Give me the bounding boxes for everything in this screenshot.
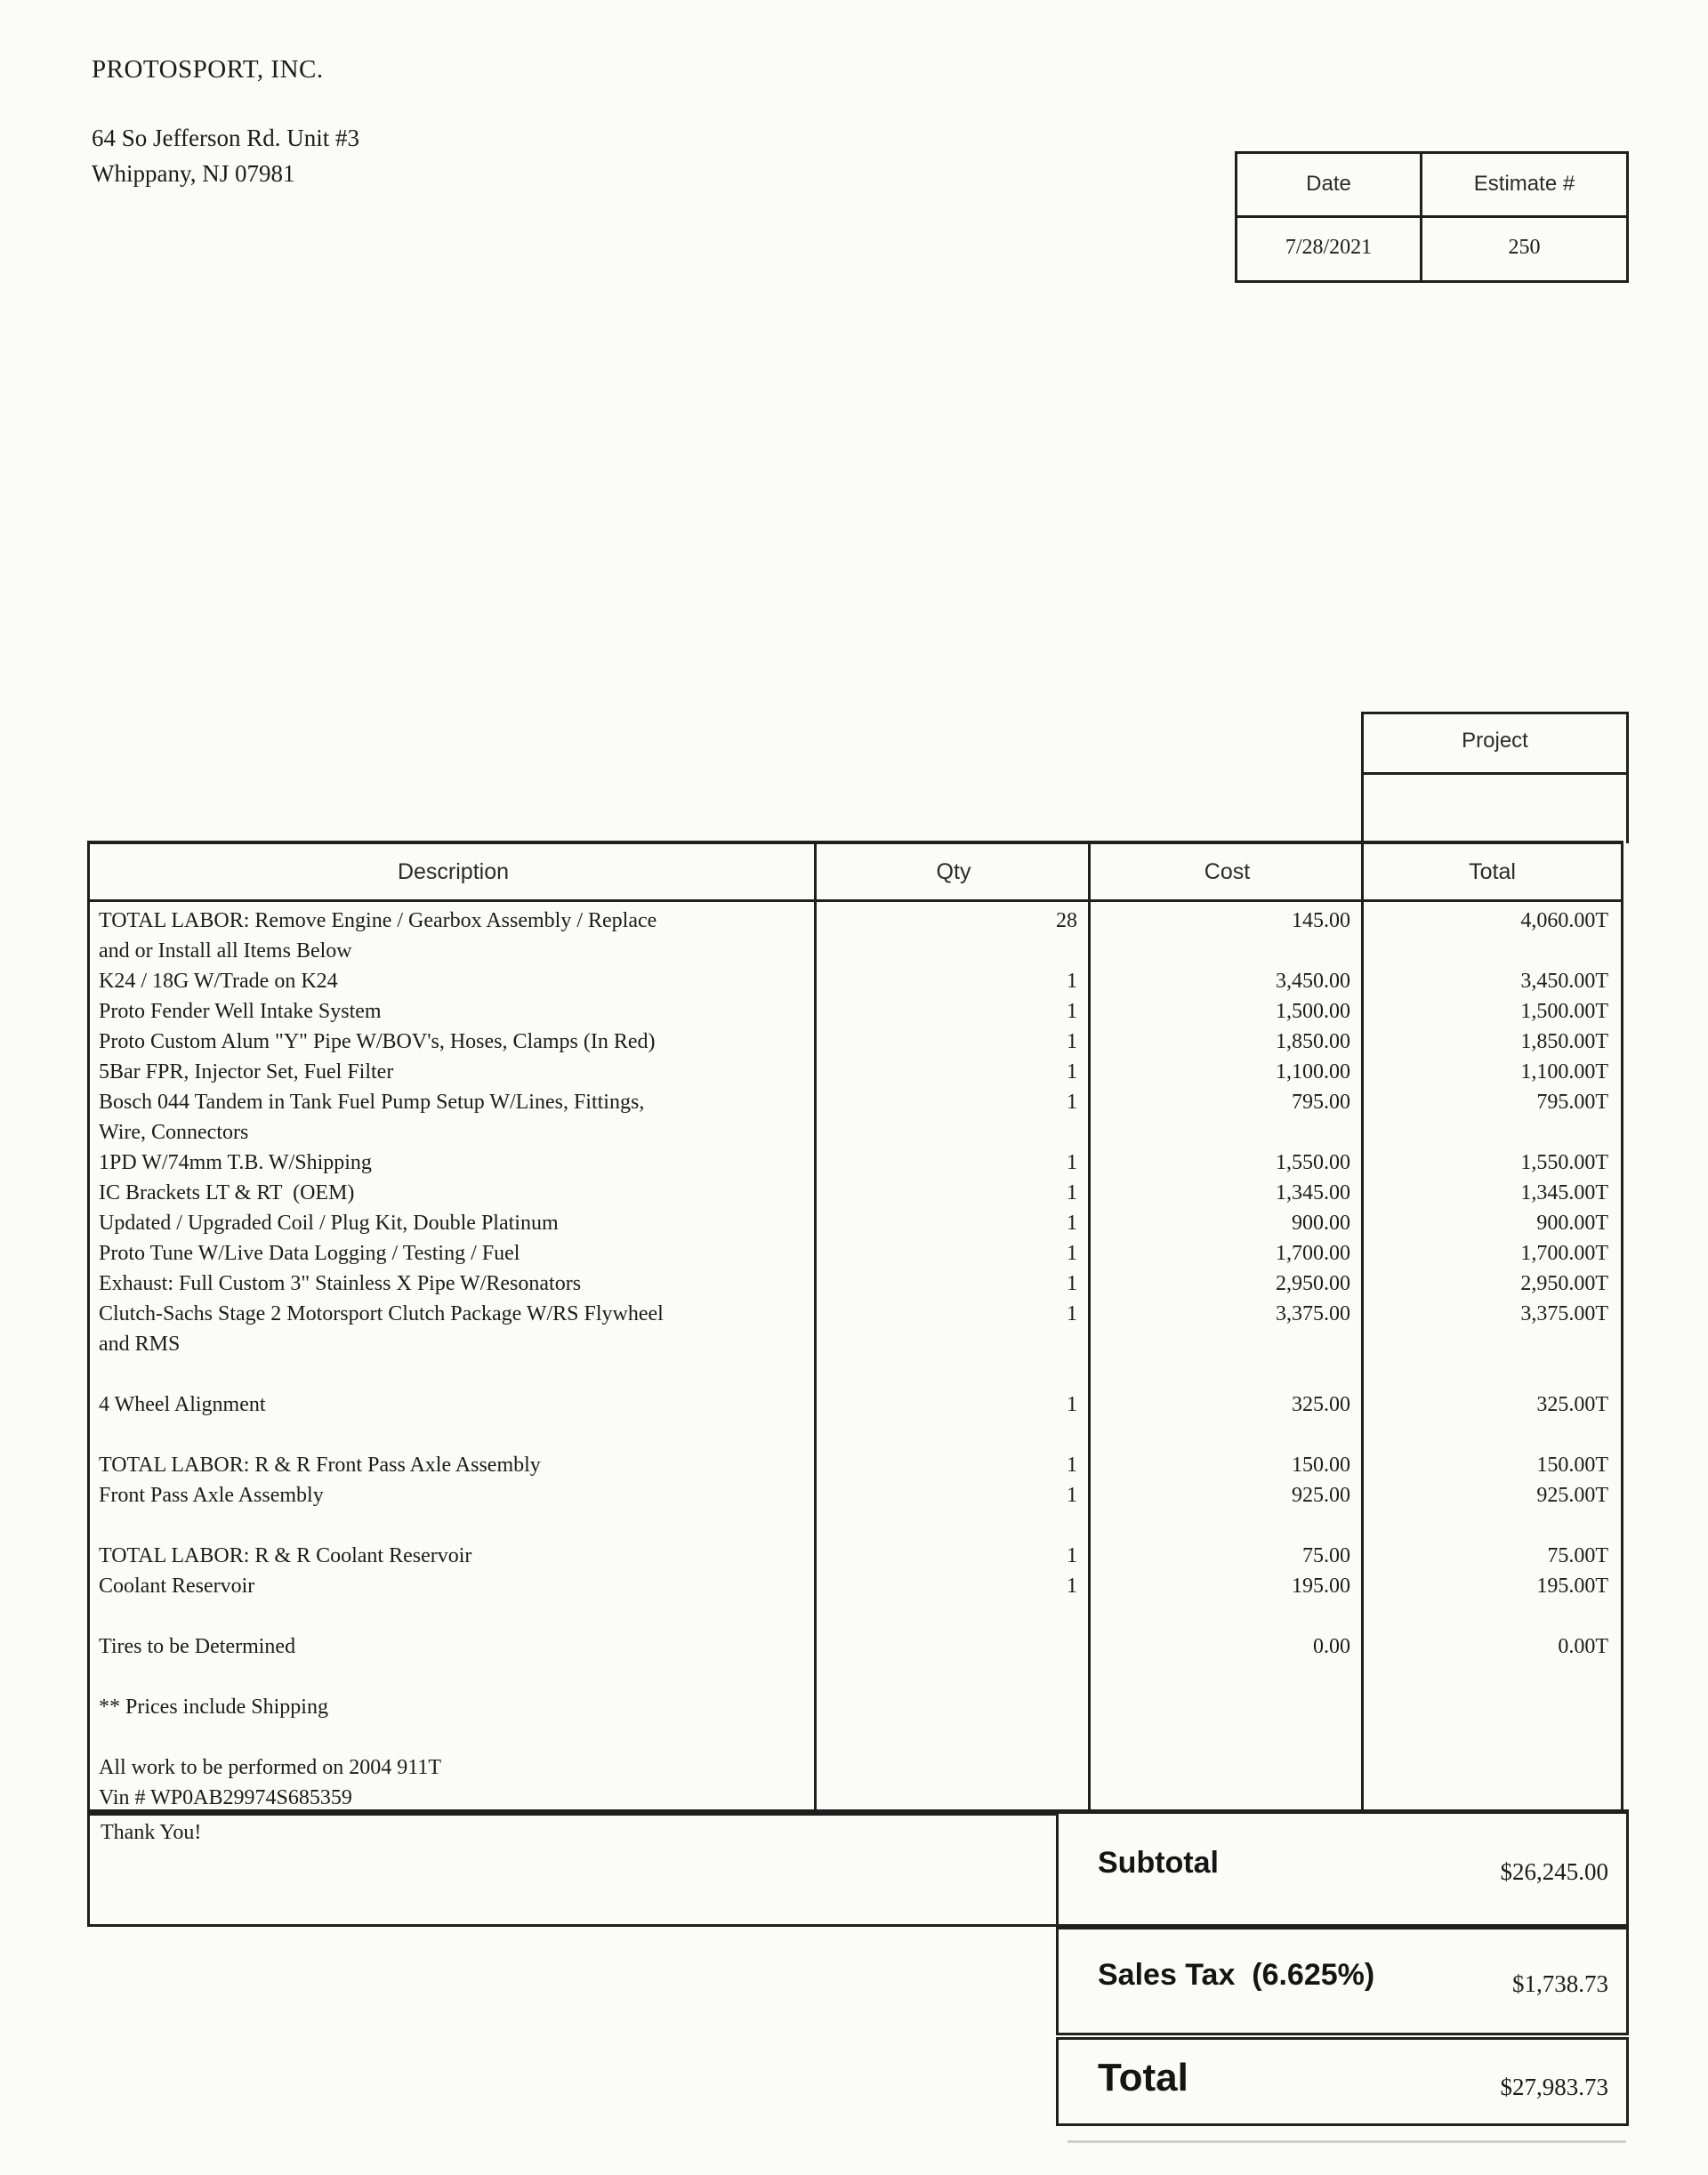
line-item-cost: 3,450.00 — [1276, 970, 1350, 993]
line-item-cost: 325.00 — [1292, 1393, 1350, 1416]
project-label: Project — [1462, 729, 1528, 753]
line-item-total: 3,375.00T — [1520, 1302, 1608, 1325]
line-item-description: and or Install all Items Below — [99, 939, 352, 963]
header-description: Description — [397, 858, 510, 884]
line-item-description: Exhaust: Full Custom 3" Stainless X Pipe W/Resonators — [99, 1272, 582, 1295]
subtotal-label: Subtotal — [1098, 1846, 1219, 1880]
line-item — [90, 1148, 1621, 1179]
line-item-qty: 1 — [1067, 1151, 1077, 1174]
line-item — [90, 1118, 1621, 1148]
company-address-line1: 64 So Jefferson Rd. Unit #3 — [92, 125, 359, 151]
line-item-total: 0.00T — [1558, 1635, 1608, 1658]
line-item-description: Proto Fender Well Intake System — [99, 1000, 382, 1023]
date-label: Date — [1306, 172, 1351, 196]
line-item — [90, 1693, 1621, 1723]
scan-shadow-line — [1068, 2140, 1626, 2143]
subtotal-box — [1056, 1809, 1629, 1927]
line-item-description: Proto Tune W/Live Data Logging / Testing / Fuel — [99, 1242, 520, 1265]
line-item-cost: 0.00 — [1313, 1635, 1350, 1658]
line-item-cost: 195.00 — [1292, 1575, 1350, 1598]
line-item-description: TOTAL LABOR: R & R Front Pass Axle Assembly — [99, 1454, 541, 1477]
line-item-description: ** Prices include Shipping — [99, 1696, 328, 1719]
line-item — [90, 997, 1621, 1027]
subtotal-value: $26,245.00 — [1500, 1858, 1608, 1885]
line-item-qty: 1 — [1067, 970, 1077, 993]
line-item-cost: 1,345.00 — [1276, 1181, 1350, 1204]
line-item-qty: 1 — [1067, 1181, 1077, 1204]
line-item-description: 4 Wheel Alignment — [99, 1393, 266, 1416]
line-items — [90, 902, 1621, 1813]
total-value: $27,983.73 — [1500, 2074, 1608, 2100]
line-item — [90, 1027, 1621, 1058]
company-name: PROTOSPORT, INC. — [92, 55, 324, 84]
line-item — [90, 1723, 1621, 1753]
company-address-line2: Whippany, NJ 07981 — [92, 160, 295, 187]
project-header-divider — [1364, 772, 1626, 775]
line-item-cost: 925.00 — [1292, 1484, 1350, 1507]
line-item-total: 4,060.00T — [1520, 909, 1608, 932]
line-item-qty: 1 — [1067, 1212, 1077, 1235]
line-item — [90, 1390, 1621, 1421]
line-item-total: 1,345.00T — [1520, 1181, 1608, 1204]
line-item-qty: 1 — [1067, 1575, 1077, 1598]
header-qty: Qty — [936, 858, 971, 884]
line-item-cost: 1,550.00 — [1276, 1151, 1350, 1174]
estimate-number-label: Estimate # — [1473, 172, 1575, 196]
line-item-total: 795.00T — [1536, 1091, 1608, 1114]
line-item-qty: 1 — [1067, 1091, 1077, 1114]
line-item — [90, 1300, 1621, 1330]
line-item-description: and RMS — [99, 1333, 181, 1356]
line-item — [90, 1209, 1621, 1239]
line-items-table — [87, 841, 1623, 1816]
line-item-description: Vin # WP0AB29974S685359 — [99, 1786, 352, 1809]
line-item — [90, 1632, 1621, 1663]
line-item-total: 3,450.00T — [1520, 970, 1608, 993]
line-item-qty: 1 — [1067, 1544, 1077, 1567]
line-item-description: TOTAL LABOR: R & R Coolant Reservoir — [99, 1544, 472, 1567]
line-item — [90, 1572, 1621, 1602]
line-item-total: 900.00T — [1536, 1212, 1608, 1235]
line-item-total: 75.00T — [1547, 1544, 1608, 1567]
line-item-description: Coolant Reservoir — [99, 1575, 255, 1598]
line-item-qty: 1 — [1067, 1272, 1077, 1295]
line-item — [90, 1753, 1621, 1784]
line-item-description: 5Bar FPR, Injector Set, Fuel Filter — [99, 1060, 394, 1083]
line-item-cost: 3,375.00 — [1276, 1302, 1350, 1325]
line-item — [90, 1330, 1621, 1360]
line-item-description: Wire, Connectors — [99, 1121, 249, 1144]
line-item — [90, 1663, 1621, 1693]
estimate-number-value: 250 — [1508, 236, 1541, 259]
line-item-description: Tires to be Determined — [99, 1635, 296, 1658]
line-item-description: Clutch-Sachs Stage 2 Motorsport Clutch Package W/RS Flywheel — [99, 1302, 664, 1325]
line-item — [90, 1602, 1621, 1632]
thank-you-text: Thank You! — [101, 1821, 202, 1844]
line-item — [90, 1179, 1621, 1209]
line-item-qty: 1 — [1067, 1000, 1077, 1023]
line-item — [90, 906, 1621, 937]
line-item-description: TOTAL LABOR: Remove Engine / Gearbox Assembly / Replace — [99, 909, 657, 932]
line-item — [90, 1421, 1621, 1451]
line-item-qty: 1 — [1067, 1484, 1077, 1507]
line-item — [90, 937, 1621, 967]
line-item-qty: 1 — [1067, 1030, 1077, 1053]
line-item-cost: 75.00 — [1302, 1544, 1350, 1567]
line-item-description: K24 / 18G W/Trade on K24 — [99, 970, 338, 993]
header-total: Total — [1469, 858, 1516, 884]
line-item-qty: 1 — [1067, 1302, 1077, 1325]
line-item-cost: 795.00 — [1292, 1091, 1350, 1114]
line-item-description: Front Pass Axle Assembly — [99, 1484, 324, 1507]
line-item-description: Proto Custom Alum "Y" Pipe W/BOV's, Hoses, Clamps (In Red) — [99, 1030, 656, 1053]
line-item — [90, 1239, 1621, 1269]
project-box — [1361, 712, 1629, 843]
line-item-qty: 28 — [1056, 909, 1077, 932]
line-item-total: 325.00T — [1536, 1393, 1608, 1416]
line-item — [90, 1360, 1621, 1390]
line-item-qty: 1 — [1067, 1393, 1077, 1416]
line-item-cost: 1,500.00 — [1276, 1000, 1350, 1023]
line-item-total: 2,950.00T — [1520, 1272, 1608, 1295]
date-value: 7/28/2021 — [1285, 236, 1373, 259]
line-item-cost: 1,850.00 — [1276, 1030, 1350, 1053]
line-item — [90, 1542, 1621, 1572]
line-item — [90, 1088, 1621, 1118]
line-item-total: 195.00T — [1536, 1575, 1608, 1598]
total-label: Total — [1098, 2056, 1188, 2099]
line-item-total: 150.00T — [1536, 1454, 1608, 1477]
line-item-description: 1PD W/74mm T.B. W/Shipping — [99, 1151, 372, 1174]
line-item-total: 1,500.00T — [1520, 1000, 1608, 1023]
line-item-cost: 150.00 — [1292, 1454, 1350, 1477]
total-box — [1056, 2037, 1629, 2126]
sales-tax-value: $1,738.73 — [1512, 1970, 1608, 1997]
line-item-description: Bosch 044 Tandem in Tank Fuel Pump Setup W/Lines, Fittings, — [99, 1091, 645, 1114]
table-header-row — [90, 844, 1621, 902]
line-item-cost: 2,950.00 — [1276, 1272, 1350, 1295]
line-item-total: 1,700.00T — [1520, 1242, 1608, 1265]
line-item-total: 1,100.00T — [1520, 1060, 1608, 1083]
date-estimate-header-divider — [1237, 215, 1626, 218]
line-item-cost: 145.00 — [1292, 909, 1350, 932]
line-item-total: 1,850.00T — [1520, 1030, 1608, 1053]
line-item-qty: 1 — [1067, 1060, 1077, 1083]
line-item-cost: 1,100.00 — [1276, 1060, 1350, 1083]
line-item — [90, 1451, 1621, 1481]
line-item-total: 1,550.00T — [1520, 1151, 1608, 1174]
line-item — [90, 1269, 1621, 1300]
line-item-cost: 1,700.00 — [1276, 1242, 1350, 1265]
line-item-description: Updated / Upgraded Coil / Plug Kit, Double Platinum — [99, 1212, 559, 1235]
line-item-qty: 1 — [1067, 1242, 1077, 1265]
line-item — [90, 1481, 1621, 1511]
line-item-qty: 1 — [1067, 1454, 1077, 1477]
header-cost: Cost — [1204, 858, 1251, 884]
sales-tax-label: Sales Tax (6.625%) — [1098, 1958, 1375, 1992]
date-estimate-box — [1235, 151, 1629, 283]
line-item-description: IC Brackets LT & RT (OEM) — [99, 1181, 355, 1204]
line-item-cost: 900.00 — [1292, 1212, 1350, 1235]
thank-you-box — [87, 1809, 1059, 1927]
line-item — [90, 1058, 1621, 1088]
line-item — [90, 967, 1621, 997]
line-item — [90, 1511, 1621, 1542]
line-item-description: All work to be performed on 2004 911T — [99, 1756, 442, 1779]
line-item-total: 925.00T — [1536, 1484, 1608, 1507]
sales-tax-box — [1056, 1927, 1629, 2035]
